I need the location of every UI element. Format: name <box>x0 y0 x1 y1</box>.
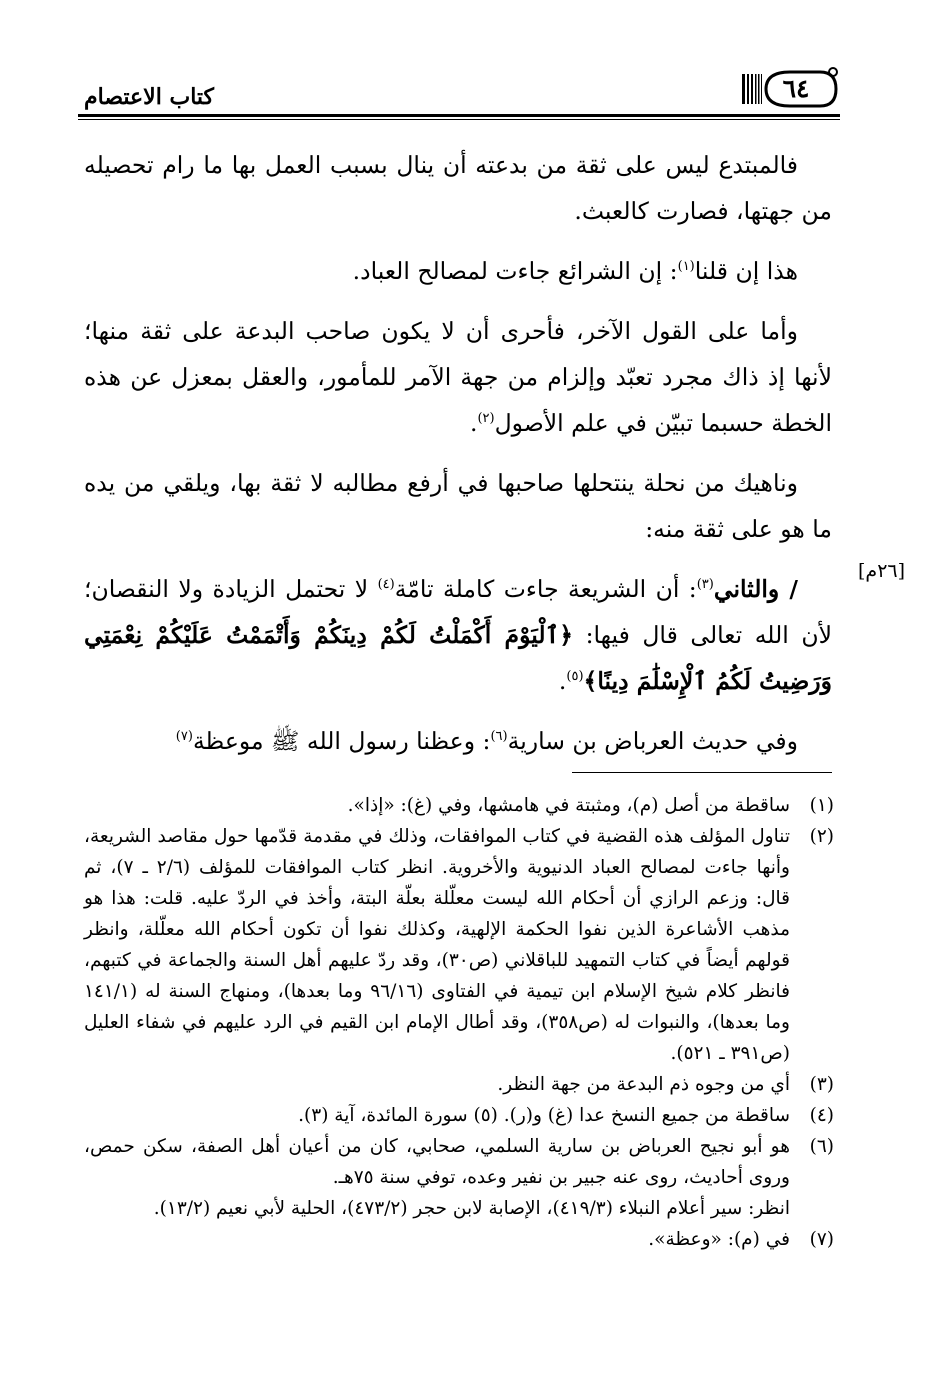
header-rule <box>78 114 840 117</box>
footnote <box>84 1224 834 1255</box>
footnote-text: انظر: سير أعلام النبلاء (٤١٩/٣)، الإصابة لابن حجر (٤٧٣/٢)، الحلية لأبي نعيم (١٣/٢). <box>153 1198 790 1219</box>
paragraph-text: فالمبتدع ليس على ثقة من بدعته أن ينال بسبب العمل بها ما رام تحصيله من جهتها، فصارت كالعبث. <box>84 151 832 225</box>
footnote-ref: (٣) <box>696 577 714 593</box>
footnote-number <box>790 1193 834 1224</box>
footnote-ref: (١) <box>677 259 695 275</box>
paragraph-text: وأما على القول الآخر، فأحرى أن لا يكون صاحب البدعة على ثقة منها؛ لأنها إذ ذاك مجرد تعبّد وإلزام من جهة الآمر للمأمور، والعقل بمعزل عن هذه الخطة حسبما تبيّن في علم الأصول <box>84 317 832 437</box>
paragraph <box>84 718 832 764</box>
quran-verse: ﴿ٱلْيَوْمَ أَكْمَلْتُ لَكُمْ دِينَكُمْ وَأَتْمَمْتُ عَلَيْكُمْ نِعْمَتِي وَرَضِيتُ لَكُمُ ٱلْإِسْلَٰمَ دِينًا﴾ <box>84 621 832 695</box>
paragraph-text: وناهيك من نحلة ينتحلها صاحبها في أرفع مطالبه لا ثقة بها، ويلقي من يده ما هو على ثقة منه: <box>84 469 832 543</box>
margin-note: [٢٦م] <box>858 560 906 582</box>
footnote-ref: (٤) <box>377 577 395 593</box>
footnote-text: هو أبو نجيح العرباض بن سارية السلمي، صحابي، كان من أعيان أهل الصفة، سكن حمص، وروى أحاديث، روى عنه جبير بن نفير وعده، توفي سنة ٧٥هـ. <box>84 1136 790 1188</box>
footnote <box>84 1100 834 1131</box>
footnote-separator <box>572 772 832 773</box>
paragraph-text: لا تحتمل الزيادة ولا النقصان؛ لأن الله تعالى قال فيها: <box>84 575 832 649</box>
paragraph-text: : أن الشريعة جاءت كاملة تامّة <box>394 575 697 603</box>
header-rule-thin <box>78 119 840 120</box>
paragraph-text: : وعظنا رسول الله ﷺ موعظة <box>192 727 491 755</box>
page-number: ٦٤ <box>782 74 810 103</box>
footnote-source <box>84 1193 834 1224</box>
footnote-number: (٣) <box>809 1074 834 1095</box>
footnote-number: (٧) <box>809 1229 834 1250</box>
paragraph-text: وفي حديث العرباض بن سارية <box>507 727 798 755</box>
footnote-text: ساقطة من جميع النسخ عدا (غ) و(ر). (٥) سورة المائدة، آية (٣). <box>298 1105 790 1126</box>
paragraph <box>84 142 832 234</box>
footnote-ref: (٢) <box>477 411 495 427</box>
paragraph <box>84 248 832 294</box>
footnotes <box>84 790 834 1255</box>
paragraph-text: هذا إن قلنا <box>694 257 798 285</box>
paragraph-text: . <box>558 667 567 695</box>
footnote-text: ساقطة من أصل (م)، ومثبتة في هامشها، وفي (غ): «إذا». <box>347 795 790 816</box>
footnote-ref: (٦) <box>490 729 508 745</box>
paragraph-text: / والثاني <box>713 575 798 603</box>
footnote-number: (٤) <box>809 1105 834 1126</box>
footnote <box>84 1069 834 1100</box>
paragraph <box>84 460 832 552</box>
footnote-text: أي من وجوه ذم البدعة من جهة النظر. <box>497 1074 790 1095</box>
footnote-number: (٢) <box>809 826 834 847</box>
footnote-number: (٦) <box>809 1136 834 1157</box>
footnote-ref: (٧) <box>175 729 193 745</box>
paragraph-text: . <box>469 409 478 437</box>
main-text <box>84 142 832 778</box>
footnote-text: تناول المؤلف هذه القضية في كتاب الموافقات، وذلك في مقدمة قدّمها حول مقاصد الشريعة، وأنها جاءت لمصالح العباد الدنيوية والأخروية. انظر كتاب الموافقات للمؤلف (٢/٦ ـ ٧)، ثم قال: وزعم الرازي أن أحكام الله ليست معلّلة بعلّة البتة، وأخذ في الردّ عليه. قلت: هذا هو مذهب الأشاعرة الذين نفوا الحكمة الإلهية، وكذلك نفوا أن تكون أحكام الله معلّلة، وانظر قولهم أيضاً في كتاب التمهيد للباقلاني (ص٣٠)، وقد ردّ عليهم أهل السنة والجماعة في كتبهم، فانظر كلام شيخ الإسلام ابن تيمية في الفتاوى (٩٦/١٦ وما بعدها)، ومنهاج السنة له (١٤١/١ وما بعدها)، والنبوات له (ص٣٥٨)، وقد أطال الإمام ابن القيم في الرد عليهم في شفاء العليل (ص٣٩١ ـ ٥٢١). <box>84 826 790 1064</box>
footnote-text: في (م): «وعظة». <box>648 1229 790 1250</box>
paragraph <box>84 566 832 704</box>
footnote-ref: (٥) <box>566 669 584 685</box>
footnote <box>84 790 834 821</box>
page-header <box>78 62 840 120</box>
footnote <box>84 1131 834 1193</box>
paragraph <box>84 308 832 446</box>
footnote <box>84 821 834 1069</box>
paragraph-text: : إن الشرائع جاءت لمصالح العباد. <box>352 257 678 285</box>
running-title: كتاب الاعتصام <box>84 84 215 110</box>
footnote-number: (١) <box>809 795 834 816</box>
